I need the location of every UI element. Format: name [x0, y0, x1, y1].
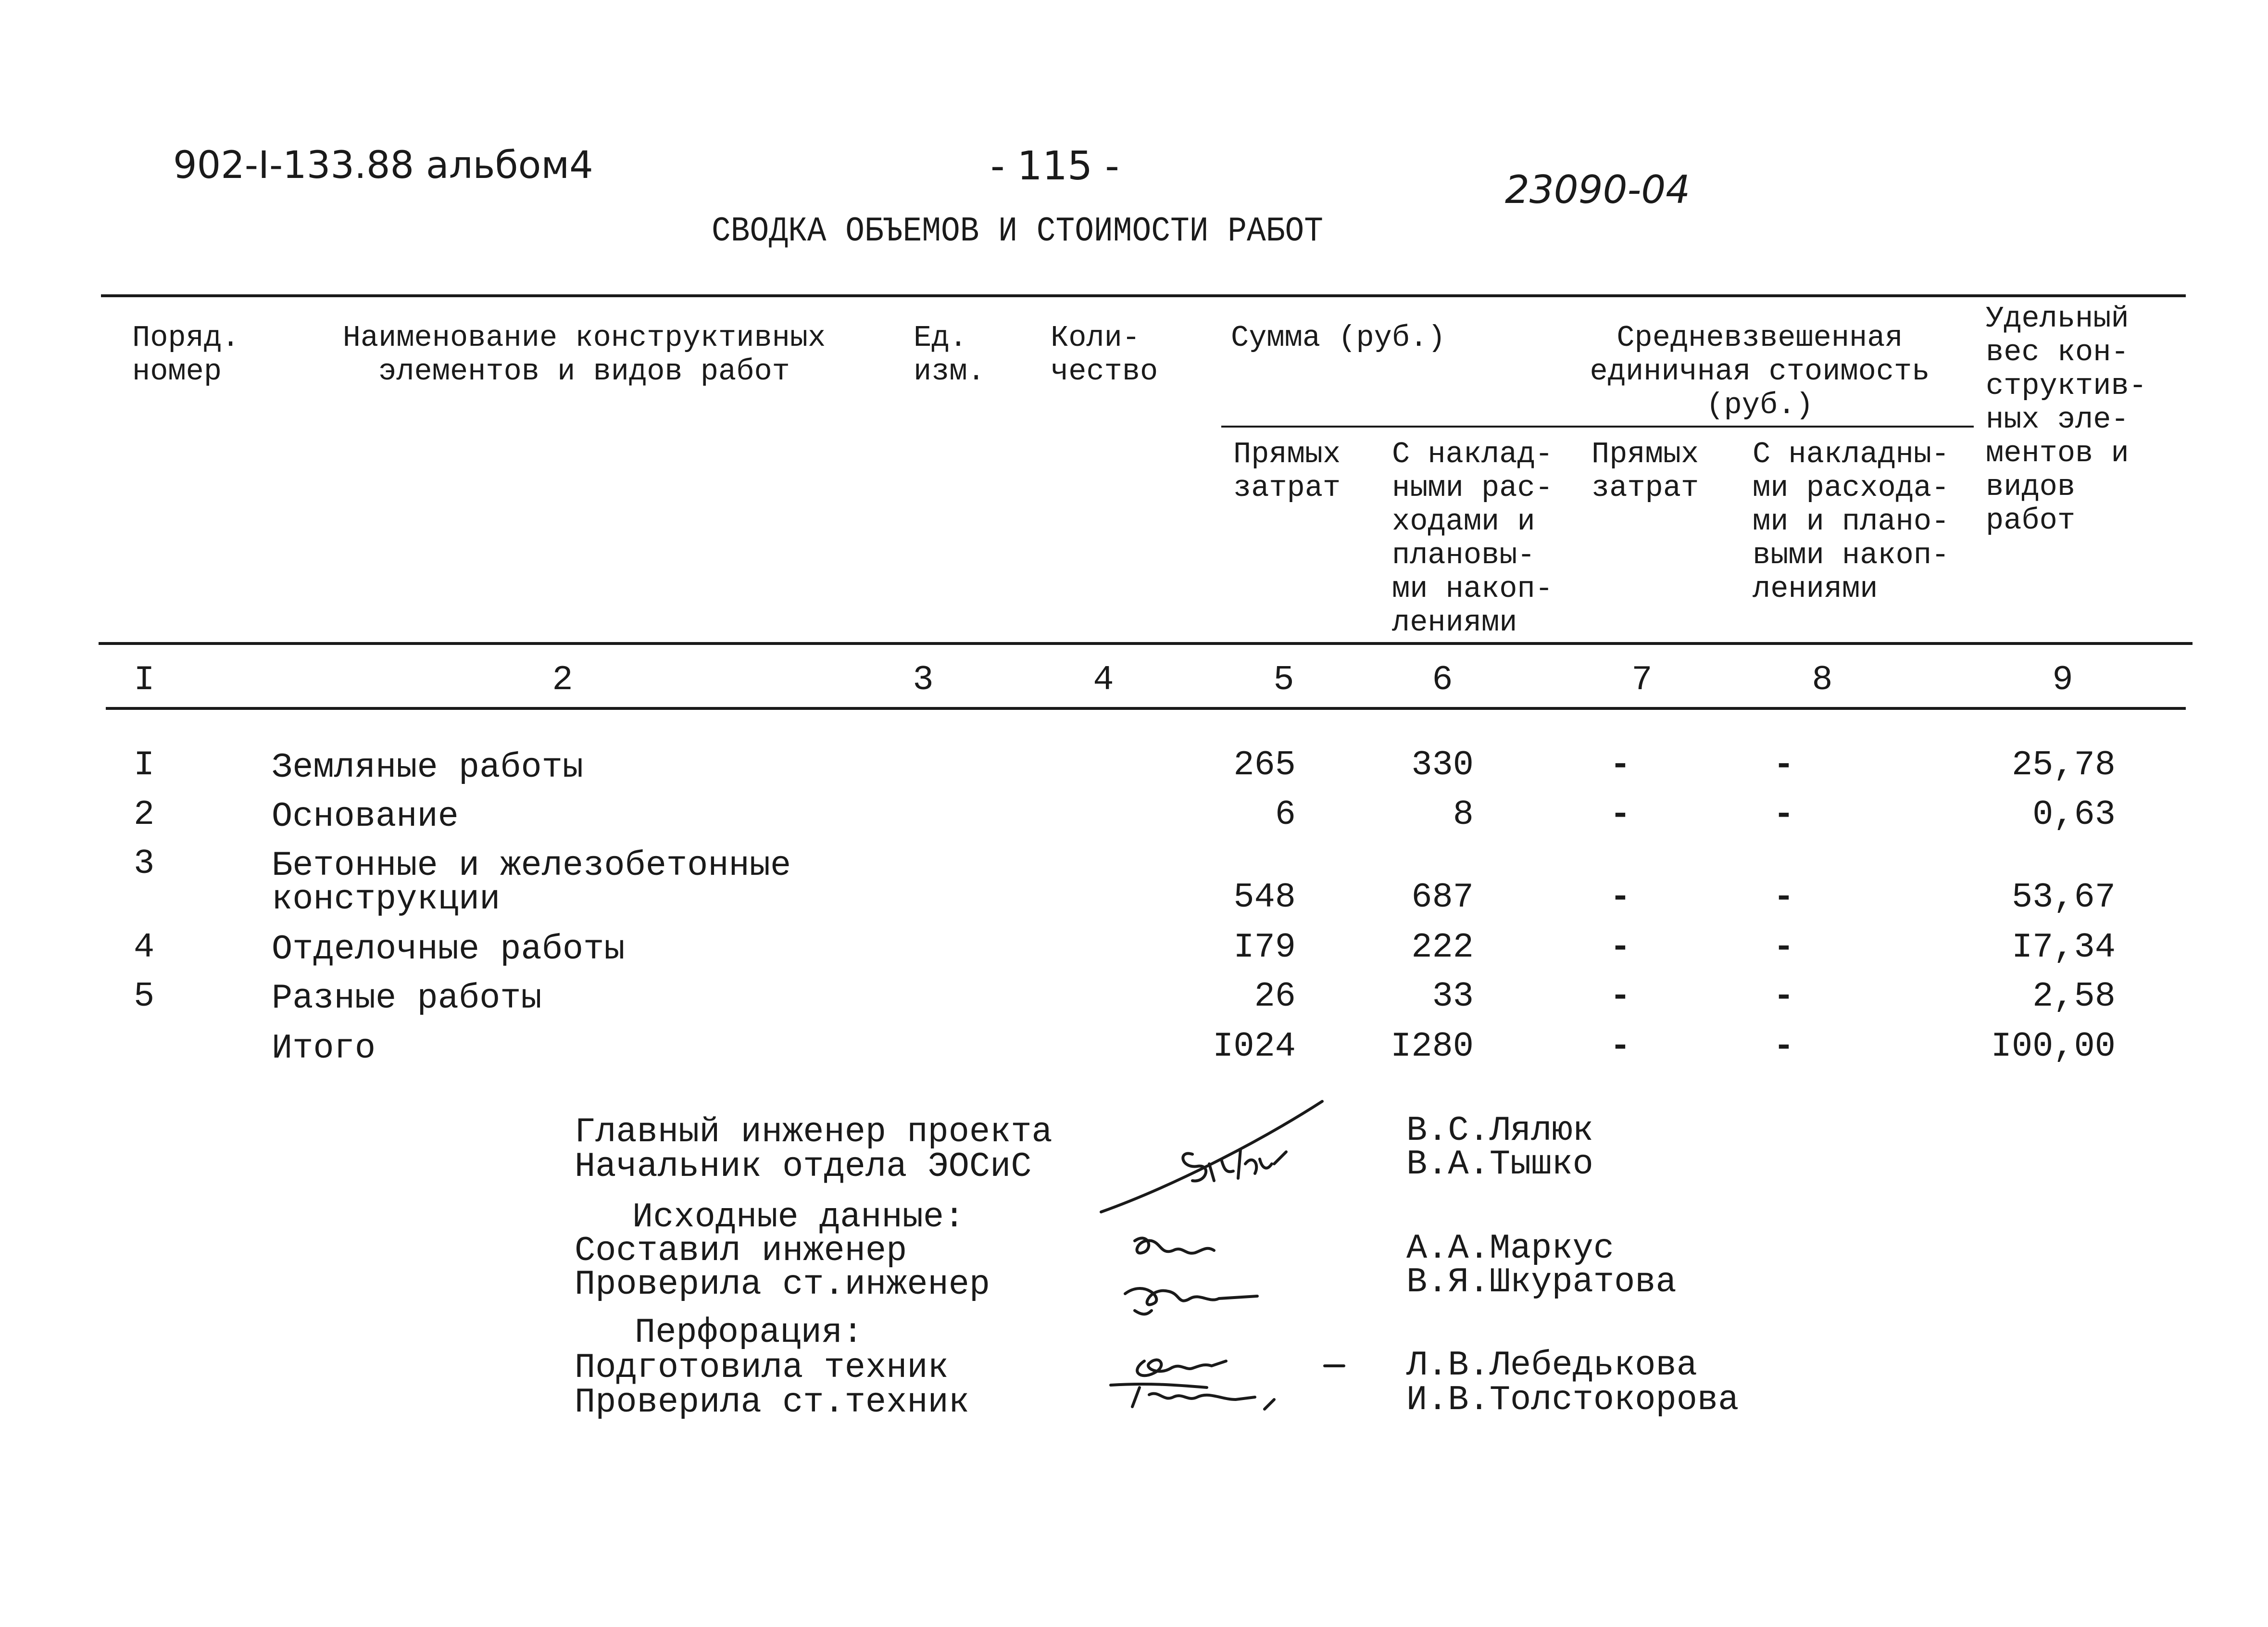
- header-sum-direct: [1233, 438, 1341, 505]
- row-number: 5: [134, 977, 155, 1016]
- page-title: СВОДКА ОБЪЕМОВ И СТОИМОСТИ РАБОТ: [712, 212, 1324, 251]
- row-direct-cost: 26: [1254, 977, 1296, 1016]
- header-line: затрат: [1591, 471, 1699, 505]
- row-number: 4: [134, 928, 155, 967]
- page-number: - 115 -: [990, 143, 1119, 189]
- table-top-rule: [101, 294, 2186, 297]
- row-avg-direct: -: [1610, 928, 1631, 967]
- row-direct-cost: 548: [1233, 878, 1296, 917]
- row-avg-direct: -: [1610, 878, 1631, 917]
- name-shkuratova: В.Я.Шкуратова: [1406, 1262, 1677, 1302]
- column-number: 5: [1273, 660, 1294, 700]
- column-number: 8: [1812, 660, 1833, 700]
- row-specific-weight: I00,00: [1991, 1027, 2116, 1066]
- name-markus: А.А.Маркус: [1406, 1229, 1615, 1268]
- row-name: Разные работы: [272, 979, 542, 1018]
- row-avg-overhead: -: [1773, 928, 1794, 967]
- header-line: Прямых: [1591, 437, 1699, 471]
- header-line: (руб.): [1706, 388, 1814, 422]
- row-avg-direct: -: [1610, 1027, 1631, 1066]
- row-avg-direct: -: [1610, 977, 1631, 1016]
- header-sum-overhead: [1392, 438, 1553, 640]
- row-overhead-cost: 8: [1453, 795, 1474, 834]
- header-line: ми накоп-: [1392, 572, 1553, 606]
- row-overhead-cost: 687: [1411, 878, 1474, 917]
- row-name: Бетонные и железобетонные: [272, 846, 791, 885]
- row-overhead-cost: 33: [1432, 977, 1474, 1016]
- header-line: ходами и: [1392, 504, 1535, 539]
- row-direct-cost: 265: [1233, 745, 1296, 785]
- row-avg-overhead: -: [1773, 977, 1794, 1016]
- column-number: 7: [1631, 660, 1653, 700]
- row-overhead-cost: I280: [1391, 1027, 1474, 1066]
- row-direct-cost: I024: [1213, 1027, 1296, 1066]
- role-chief-engineer: Главный инженер проекта: [575, 1112, 1053, 1152]
- header-line: работ: [1986, 504, 2076, 538]
- column-number: 3: [913, 660, 934, 700]
- role-checked-by: Проверила ст.инженер: [575, 1265, 990, 1304]
- header-line: выми накоп-: [1753, 538, 1950, 572]
- row-specific-weight: I7,34: [2011, 928, 2116, 967]
- header-line: ных эле-: [1986, 403, 2129, 437]
- row-specific-weight: 53,67: [2011, 878, 2116, 917]
- row-direct-cost: I79: [1233, 928, 1296, 967]
- row-specific-weight: 2,58: [2032, 977, 2116, 1016]
- column-numbers-rule: [106, 707, 2186, 710]
- role-prepared-by: Подготовила техник: [575, 1348, 949, 1387]
- column-number: I: [134, 660, 155, 700]
- row-name: Земляные работы: [272, 748, 584, 787]
- header-line: чество: [1051, 354, 1158, 389]
- column-number: 2: [552, 660, 573, 700]
- row-avg-direct: -: [1610, 745, 1631, 785]
- header-line: Удельный: [1986, 302, 2129, 336]
- section-perforation: Перфорация:: [635, 1313, 864, 1352]
- header-element-name: [308, 321, 861, 389]
- header-line: Прямых: [1233, 437, 1341, 471]
- header-line: ментов и: [1986, 436, 2129, 470]
- header-line: затрат: [1233, 471, 1341, 505]
- row-avg-overhead: -: [1773, 1027, 1794, 1066]
- role-checked-by-technician: Проверила ст.техник: [575, 1383, 969, 1422]
- header-line: лениями: [1753, 572, 1878, 606]
- header-line: С наклад-: [1392, 437, 1553, 471]
- header-line: вес кон-: [1986, 335, 2129, 369]
- row-overhead-cost: 330: [1411, 745, 1474, 785]
- section-source-data: Исходные данные:: [632, 1198, 965, 1237]
- column-number: 9: [2052, 660, 2073, 700]
- header-sum-group: [1231, 321, 1445, 355]
- header-line: Поряд.: [132, 321, 240, 355]
- row-specific-weight: 0,63: [2032, 795, 2116, 834]
- header-line: единичная стоимость: [1590, 354, 1930, 389]
- header-unit: [914, 321, 985, 389]
- header-line: плановы-: [1392, 538, 1535, 572]
- header-line: лениями: [1392, 605, 1517, 640]
- header-line: структив-: [1986, 369, 2147, 403]
- row-avg-direct: -: [1610, 795, 1631, 834]
- row-name: Основание: [272, 797, 459, 836]
- row-avg-overhead: -: [1773, 745, 1794, 785]
- header-order-number: [132, 321, 239, 389]
- row-number: I: [134, 745, 155, 785]
- header-bottom-rule: [99, 642, 2193, 645]
- header-line: номер: [132, 354, 222, 389]
- header-line: элементов и видов работ: [378, 354, 790, 389]
- header-line: Сумма (руб.): [1231, 321, 1446, 355]
- header-specific-weight: [1986, 302, 2147, 538]
- row-number: 2: [134, 795, 155, 834]
- document-code: 902-I-133.88 альбом4: [173, 144, 593, 187]
- header-avg-overhead: [1753, 438, 1949, 606]
- row-avg-overhead: -: [1773, 878, 1794, 917]
- row-name: Итого: [272, 1029, 376, 1068]
- row-direct-cost: 6: [1275, 795, 1296, 834]
- name-lebedkova: Л.В.Лебедькова: [1406, 1346, 1697, 1385]
- subheader-rule: [1221, 426, 1974, 428]
- header-line: С накладны-: [1753, 437, 1950, 471]
- header-line: ными рас-: [1392, 471, 1553, 505]
- row-name: конструкции: [272, 880, 501, 919]
- header-line: Коли-: [1051, 321, 1140, 355]
- row-avg-overhead: -: [1773, 795, 1794, 834]
- document-number: 23090-04: [1505, 167, 1691, 212]
- row-number: 3: [134, 844, 155, 883]
- column-number: 6: [1432, 660, 1453, 700]
- role-department-head: Начальник отдела ЭОСиС: [575, 1147, 1032, 1186]
- handwritten-signatures: [1082, 1092, 1380, 1438]
- row-overhead-cost: 222: [1411, 928, 1474, 967]
- header-line: Средневзвешенная: [1616, 321, 1903, 355]
- header-quantity: [1051, 321, 1158, 389]
- name-tyshko: В.А.Тышко: [1406, 1145, 1593, 1184]
- row-name: Отделочные работы: [272, 930, 625, 969]
- header-line: ми расхода-: [1753, 471, 1950, 505]
- name-tolstokorova: И.В.Толстокорова: [1406, 1380, 1739, 1420]
- row-specific-weight: 25,78: [2011, 745, 2116, 785]
- header-line: видов: [1986, 470, 2076, 504]
- header-weighted-cost-group: [1567, 321, 1952, 422]
- header-line: ми и плано-: [1753, 504, 1950, 539]
- header-line: Ед.: [914, 321, 967, 355]
- header-avg-direct: [1591, 438, 1699, 505]
- name-lyalyuk: В.С.Лялюк: [1406, 1111, 1593, 1150]
- column-number: 4: [1093, 660, 1114, 700]
- header-line: Наименование конструктивных: [342, 321, 826, 355]
- role-compiled-by: Составил инженер: [575, 1231, 907, 1271]
- header-line: изм.: [914, 354, 985, 389]
